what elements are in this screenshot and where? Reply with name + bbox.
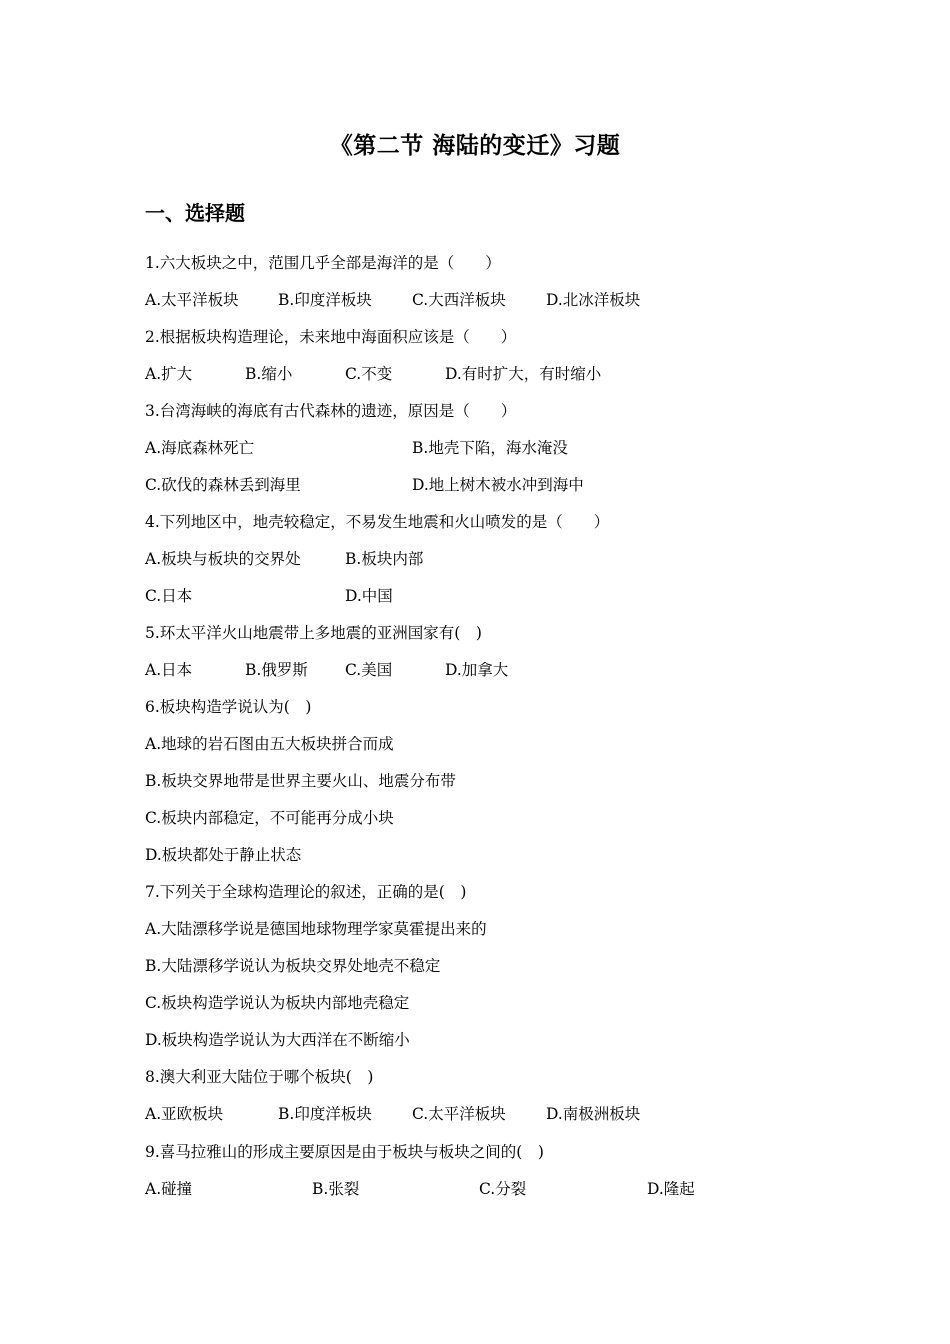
option-c: C.分裂	[479, 1180, 527, 1198]
option-c: C.太平洋板块	[412, 1105, 506, 1123]
question-2-options	[145, 362, 845, 386]
option-b: B.地壳下陷，海水淹没	[412, 439, 568, 457]
option-b: B.板块内部	[345, 550, 424, 568]
option-d: D.南极洲板块	[546, 1105, 641, 1123]
question-7-option-d: D.板块构造学说认为大西洋在不断缩小	[145, 1031, 410, 1049]
option-d: D.北冰洋板块	[546, 291, 641, 309]
question-7-option-b: B.大陆漂移学说认为板块交界处地壳不稳定	[145, 957, 441, 975]
option-c: C.日本	[145, 587, 193, 605]
option-b: B.印度洋板块	[278, 291, 372, 309]
option-b: B.俄罗斯	[245, 661, 308, 679]
option-a: A.海底森林死亡	[145, 439, 255, 457]
question-6-option-b: B.板块交界地带是世界主要火山、地震分布带	[145, 772, 456, 790]
question-7-option-a: A.大陆漂移学说是德国地球物理学家莫霍提出来的	[145, 920, 487, 938]
option-b: B.印度洋板块	[278, 1105, 372, 1123]
question-7-stem: 7.下列关于全球构造理论的叙述，正确的是( )	[145, 883, 467, 901]
question-6-option-c: C.板块内部稳定，不可能再分成小块	[145, 809, 394, 827]
question-4-options-row-1	[145, 547, 845, 571]
option-d: D.地上树木被水冲到海中	[412, 476, 584, 494]
question-1-options	[145, 288, 845, 312]
option-c: C.砍伐的森林丢到海里	[145, 476, 301, 494]
question-5-options	[145, 658, 845, 682]
question-3-options-row-1	[145, 436, 845, 460]
question-4-stem: 4.下列地区中，地壳较稳定，不易发生地震和火山喷发的是（ ）	[145, 513, 610, 531]
option-a: A.板块与板块的交界处	[145, 550, 301, 568]
option-d: D.有时扩大，有时缩小	[445, 365, 602, 383]
question-9-stem: 9.喜马拉雅山的形成主要原因是由于板块与板块之间的( )	[145, 1143, 544, 1161]
option-a: A.太平洋板块	[145, 291, 239, 309]
option-a: A.亚欧板块	[145, 1105, 224, 1123]
question-8-stem: 8.澳大利亚大陆位于哪个板块( )	[145, 1068, 374, 1086]
question-8-options	[145, 1102, 845, 1126]
option-d: D.隆起	[647, 1180, 695, 1198]
question-5-stem: 5.环太平洋火山地震带上多地震的亚洲国家有( )	[145, 624, 482, 642]
question-1-stem: 1.六大板块之中，范围几乎全部是海洋的是（ ）	[145, 254, 501, 272]
option-c: C.美国	[345, 661, 393, 679]
option-a: A.碰撞	[145, 1180, 193, 1198]
question-6-option-a: A.地球的岩石图由五大板块拼合而成	[145, 735, 394, 753]
option-a: A.日本	[145, 661, 193, 679]
question-4-options-row-2	[145, 584, 845, 608]
option-d: D.加拿大	[445, 661, 509, 679]
question-6-option-d: D.板块都处于静止状态	[145, 846, 302, 864]
document-title: 《第二节 海陆的变迁》习题	[329, 133, 621, 159]
question-6-stem: 6.板块构造学说认为( )	[145, 698, 312, 716]
question-3-stem: 3.台湾海峡的海底有古代森林的遗迹，原因是（ ）	[145, 402, 517, 420]
section-heading: 一、选择题	[145, 201, 245, 225]
question-9-options	[145, 1177, 845, 1201]
option-b: B.缩小	[245, 365, 293, 383]
option-a: A.扩大	[145, 365, 193, 383]
option-d: D.中国	[345, 587, 393, 605]
question-3-options-row-2	[145, 473, 845, 497]
question-7-option-c: C.板块构造学说认为板块内部地壳稳定	[145, 994, 410, 1012]
option-b: B.张裂	[312, 1180, 360, 1198]
option-c: C.不变	[345, 365, 393, 383]
question-2-stem: 2.根据板块构造理论，未来地中海面积应该是（ ）	[145, 328, 517, 346]
option-c: C.大西洋板块	[412, 291, 506, 309]
